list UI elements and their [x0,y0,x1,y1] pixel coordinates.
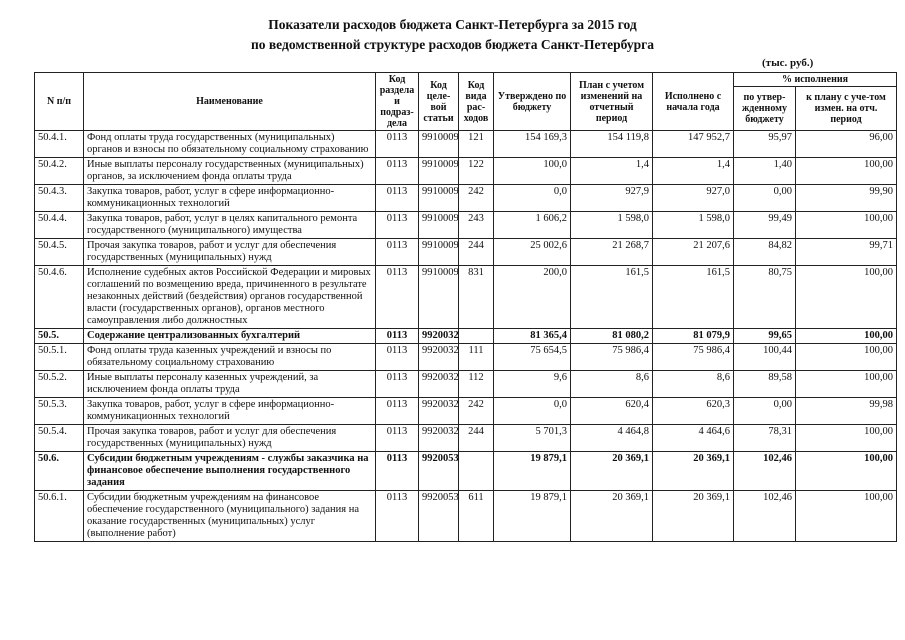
cell-name: Субсидии бюджетным учреждениям на финансовое обеспечение государственного (муниципального) задания на оказание государственных (муниципальных) услуг (выполнение работ) [84,491,376,542]
cell-num: 50.4.6. [35,266,84,329]
cell-pct-budget: 102,46 [734,491,796,542]
header-statya: Код целе-вой статьи [419,73,459,131]
cell-approved: 200,0 [494,266,571,329]
cell-vid: 242 [459,398,494,425]
cell-num: 50.5. [35,329,84,344]
cell-pct-plan: 100,00 [796,266,897,329]
cell-pct-budget: 99,65 [734,329,796,344]
cell-num: 50.5.2. [35,371,84,398]
cell-razdel: 0113 [376,425,419,452]
cell-done: 20 369,1 [653,452,734,491]
cell-razdel: 0113 [376,452,419,491]
table-row [35,212,897,239]
units-label: (тыс. руб.) [762,57,814,69]
cell-statya: 9910009 [419,239,459,266]
cell-approved: 25 002,6 [494,239,571,266]
cell-approved: 100,0 [494,158,571,185]
cell-plan: 927,9 [571,185,653,212]
table-row [35,425,897,452]
cell-vid: 242 [459,185,494,212]
cell-plan: 20 369,1 [571,491,653,542]
cell-name: Фонд оплаты труда казенных учреждений и взносы по обязательному социальному страхованию [84,344,376,371]
cell-statya: 9920032 [419,425,459,452]
cell-num: 50.4.1. [35,131,84,158]
cell-pct-plan: 100,00 [796,371,897,398]
cell-pct-plan: 100,00 [796,491,897,542]
cell-pct-budget: 0,00 [734,185,796,212]
report-subtitle: по ведомственной структуре расходов бюджета Санкт-Петербурга [250,37,655,52]
cell-name: Прочая закупка товаров, работ и услуг для обеспечения государственных (муниципальных) нужд [84,425,376,452]
cell-done: 4 464,6 [653,425,734,452]
cell-pct-plan: 99,90 [796,185,897,212]
cell-name: Фонд оплаты труда государственных (муниципальных) органов и взносы по обязательному социальному страхованию [84,131,376,158]
cell-pct-plan: 99,71 [796,239,897,266]
table-row [35,131,897,158]
cell-done: 81 079,9 [653,329,734,344]
cell-plan: 75 986,4 [571,344,653,371]
cell-num: 50.6.1. [35,491,84,542]
cell-vid: 611 [459,491,494,542]
header-pct-group: % исполнения [734,73,897,87]
cell-num: 50.4.5. [35,239,84,266]
cell-pct-plan: 100,00 [796,425,897,452]
cell-done: 8,6 [653,371,734,398]
cell-name: Исполнение судебных актов Российской Федерации и мировых соглашений по возмещению вреда, причиненного в результате незаконных действий (бездействия) органов государственной власти (государственных органов), органов местного самоуправления либо должностных [84,266,376,329]
cell-pct-budget: 100,44 [734,344,796,371]
table-row [35,398,897,425]
cell-done: 75 986,4 [653,344,734,371]
cell-approved: 5 701,3 [494,425,571,452]
header-pct-plan: к плану с уче-том измен. на отч. период [796,87,897,131]
cell-plan: 161,5 [571,266,653,329]
header-name: Наименование [84,73,376,131]
cell-statya: 9920053 [419,452,459,491]
cell-plan: 1 598,0 [571,212,653,239]
header-pct-budget: по утвер-жденному бюджету [734,87,796,131]
cell-name: Закупка товаров, работ, услуг в сфере информационно-коммуникационных технологий [84,398,376,425]
cell-name: Закупка товаров, работ, услуг в целях капитального ремонта государственного (муниципального) имущества [84,212,376,239]
cell-approved: 154 169,3 [494,131,571,158]
cell-razdel: 0113 [376,266,419,329]
cell-done: 21 207,6 [653,239,734,266]
cell-statya: 9910009 [419,212,459,239]
cell-vid: 111 [459,344,494,371]
cell-pct-plan: 99,98 [796,398,897,425]
cell-vid: 122 [459,158,494,185]
cell-statya: 9910009 [419,266,459,329]
cell-approved: 0,0 [494,185,571,212]
cell-pct-budget: 84,82 [734,239,796,266]
cell-statya: 9920032 [419,398,459,425]
cell-pct-budget: 95,97 [734,131,796,158]
table-row [35,185,897,212]
cell-approved: 19 879,1 [494,452,571,491]
cell-num: 50.5.3. [35,398,84,425]
cell-statya: 9920032 [419,371,459,398]
cell-statya: 9920032 [419,344,459,371]
cell-name: Субсидии бюджетным учреждениям - службы заказчика на финансовое обеспечение выполнения государственного задания [84,452,376,491]
cell-razdel: 0113 [376,344,419,371]
cell-approved: 9,6 [494,371,571,398]
cell-pct-plan: 100,00 [796,212,897,239]
header-razdel: Код раздела и подраз-дела [376,73,419,131]
table-row [35,158,897,185]
cell-razdel: 0113 [376,398,419,425]
cell-statya: 9910009 [419,158,459,185]
cell-approved: 81 365,4 [494,329,571,344]
table-row [35,266,897,329]
cell-vid: 121 [459,131,494,158]
cell-pct-budget: 102,46 [734,452,796,491]
cell-name: Иные выплаты персоналу казенных учреждений, за исключением фонда оплаты труда [84,371,376,398]
cell-statya: 9920053 [419,491,459,542]
cell-name: Содержание централизованных бухгалтерий [84,329,376,344]
cell-pct-plan: 100,00 [796,344,897,371]
cell-plan: 1,4 [571,158,653,185]
cell-plan: 8,6 [571,371,653,398]
cell-vid: 112 [459,371,494,398]
cell-done: 927,0 [653,185,734,212]
table-row [35,452,897,491]
cell-approved: 1 606,2 [494,212,571,239]
cell-statya: 9920032 [419,329,459,344]
report-title: Показатели расходов бюджета Санкт-Петербурга за 2015 год [268,17,637,32]
cell-num: 50.4.2. [35,158,84,185]
cell-plan: 4 464,8 [571,425,653,452]
cell-vid: 831 [459,266,494,329]
cell-done: 1,4 [653,158,734,185]
cell-vid [459,329,494,344]
cell-plan: 81 080,2 [571,329,653,344]
cell-razdel: 0113 [376,371,419,398]
cell-pct-plan: 100,00 [796,452,897,491]
cell-num: 50.4.3. [35,185,84,212]
cell-name: Прочая закупка товаров, работ и услуг для обеспечения государственных (муниципальных) нужд [84,239,376,266]
cell-done: 147 952,7 [653,131,734,158]
table-body [35,131,897,542]
cell-approved: 19 879,1 [494,491,571,542]
cell-pct-plan: 100,00 [796,329,897,344]
cell-name: Иные выплаты персоналу государственных (муниципальных) органов, за исключением фонда оплаты труда [84,158,376,185]
header-approved: Утверждено по бюджету [494,73,571,131]
table-row [35,344,897,371]
cell-num: 50.4.4. [35,212,84,239]
header-num: N п/п [35,73,84,131]
cell-statya: 9910009 [419,185,459,212]
cell-pct-plan: 96,00 [796,131,897,158]
cell-name: Закупка товаров, работ, услуг в сфере информационно-коммуникационных технологий [84,185,376,212]
header-vid: Код вида рас-ходов [459,73,494,131]
cell-pct-budget: 80,75 [734,266,796,329]
cell-plan: 620,4 [571,398,653,425]
cell-vid [459,452,494,491]
cell-plan: 20 369,1 [571,452,653,491]
cell-num: 50.6. [35,452,84,491]
cell-razdel: 0113 [376,239,419,266]
cell-razdel: 0113 [376,329,419,344]
cell-pct-budget: 1,40 [734,158,796,185]
cell-done: 620,3 [653,398,734,425]
cell-vid: 243 [459,212,494,239]
cell-done: 20 369,1 [653,491,734,542]
cell-approved: 0,0 [494,398,571,425]
table-row [35,239,897,266]
cell-num: 50.5.4. [35,425,84,452]
cell-pct-budget: 99,49 [734,212,796,239]
cell-pct-budget: 0,00 [734,398,796,425]
cell-vid: 244 [459,425,494,452]
cell-razdel: 0113 [376,212,419,239]
table-row [35,491,897,542]
cell-approved: 75 654,5 [494,344,571,371]
cell-done: 1 598,0 [653,212,734,239]
budget-table [34,72,897,542]
cell-razdel: 0113 [376,491,419,542]
cell-done: 161,5 [653,266,734,329]
table-row [35,329,897,344]
cell-num: 50.5.1. [35,344,84,371]
header-done: Исполнено с начала года [653,73,734,131]
table-row [35,371,897,398]
cell-razdel: 0113 [376,158,419,185]
cell-statya: 9910009 [419,131,459,158]
cell-razdel: 0113 [376,185,419,212]
cell-pct-plan: 100,00 [796,158,897,185]
table-header [35,73,897,131]
cell-plan: 21 268,7 [571,239,653,266]
cell-pct-budget: 78,31 [734,425,796,452]
cell-plan: 154 119,8 [571,131,653,158]
cell-razdel: 0113 [376,131,419,158]
header-plan: План с учетом изменений на отчетный период [571,73,653,131]
cell-pct-budget: 89,58 [734,371,796,398]
cell-vid: 244 [459,239,494,266]
